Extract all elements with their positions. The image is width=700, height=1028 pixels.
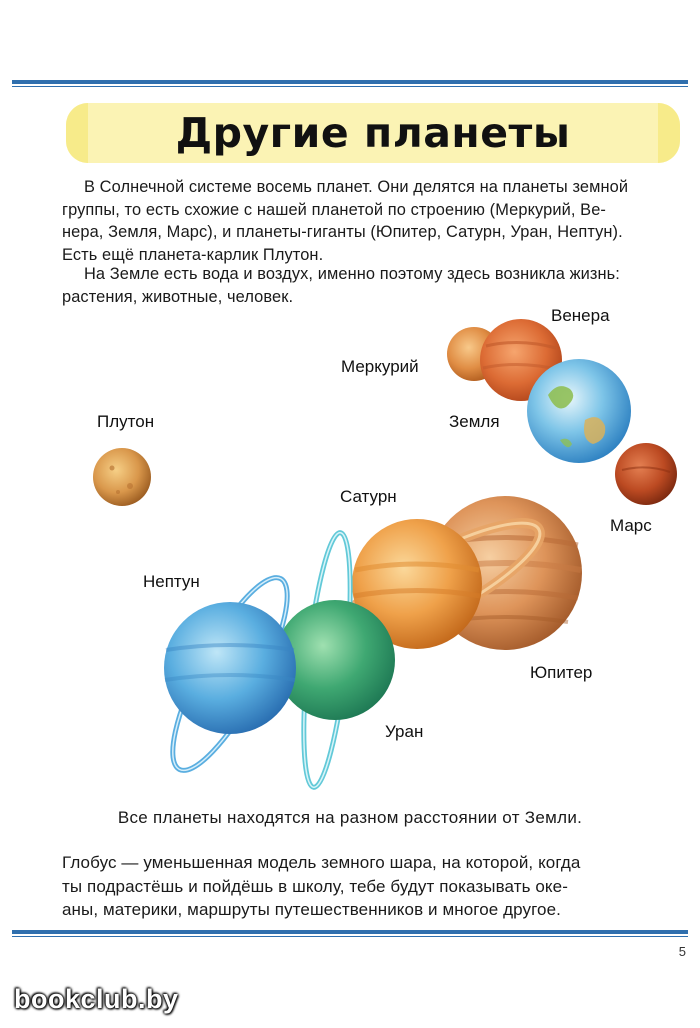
- page-number: 5: [678, 944, 686, 959]
- globe-line: ты подрастёшь и пойдёшь в школу, тебе будут показывать оке-: [62, 876, 568, 896]
- earth-planet: [527, 359, 631, 463]
- neptune-label: Нептун: [143, 572, 200, 591]
- mars-planet: [615, 443, 677, 505]
- pluto-label: Плутон: [97, 412, 155, 431]
- jupiter-label: Юпитер: [530, 663, 593, 682]
- intro-line: группы, то есть схожие с нашей планетой по строению (Меркурий, Ве-: [62, 200, 606, 219]
- life-line: На Земле есть вода и воздух, именно поэтому здесь возникла жизнь:: [84, 265, 620, 283]
- globe-line: Глобус — уменьшенная модель земного шара, на которой, когда: [62, 853, 581, 872]
- intro-line: В Солнечной системе восемь планет. Они делятся на планеты земной: [84, 178, 629, 196]
- watermark: bookclub.by: [14, 984, 179, 1014]
- intro-line: нера, Земля, Марс), и планеты-гиганты (Юпитер, Сатурн, Уран, Нептун).: [62, 223, 623, 242]
- globe-line: аны, материки, маршруты путешественников и многое другое.: [62, 900, 561, 919]
- saturn-label: Сатурн: [340, 487, 397, 506]
- pluto-planet: [93, 448, 151, 506]
- mercury-label: Меркурий: [341, 357, 419, 376]
- distance-caption: Все планеты находятся на разном расстоянии от Земли.: [117, 808, 583, 827]
- intro-line: Есть ещё планета-карлик Плутон.: [62, 245, 324, 264]
- bottom-rule: [12, 930, 688, 937]
- neptune-planet: [164, 602, 296, 734]
- life-line: растения, животные, человек.: [62, 287, 294, 306]
- earth-label: Земля: [449, 412, 500, 431]
- venus-label: Венера: [551, 306, 610, 325]
- uranus-label: Уран: [385, 722, 424, 741]
- globe-paragraph: [62, 851, 688, 922]
- page-title: Другие планеты: [175, 109, 571, 157]
- mars-label: Марс: [610, 516, 652, 535]
